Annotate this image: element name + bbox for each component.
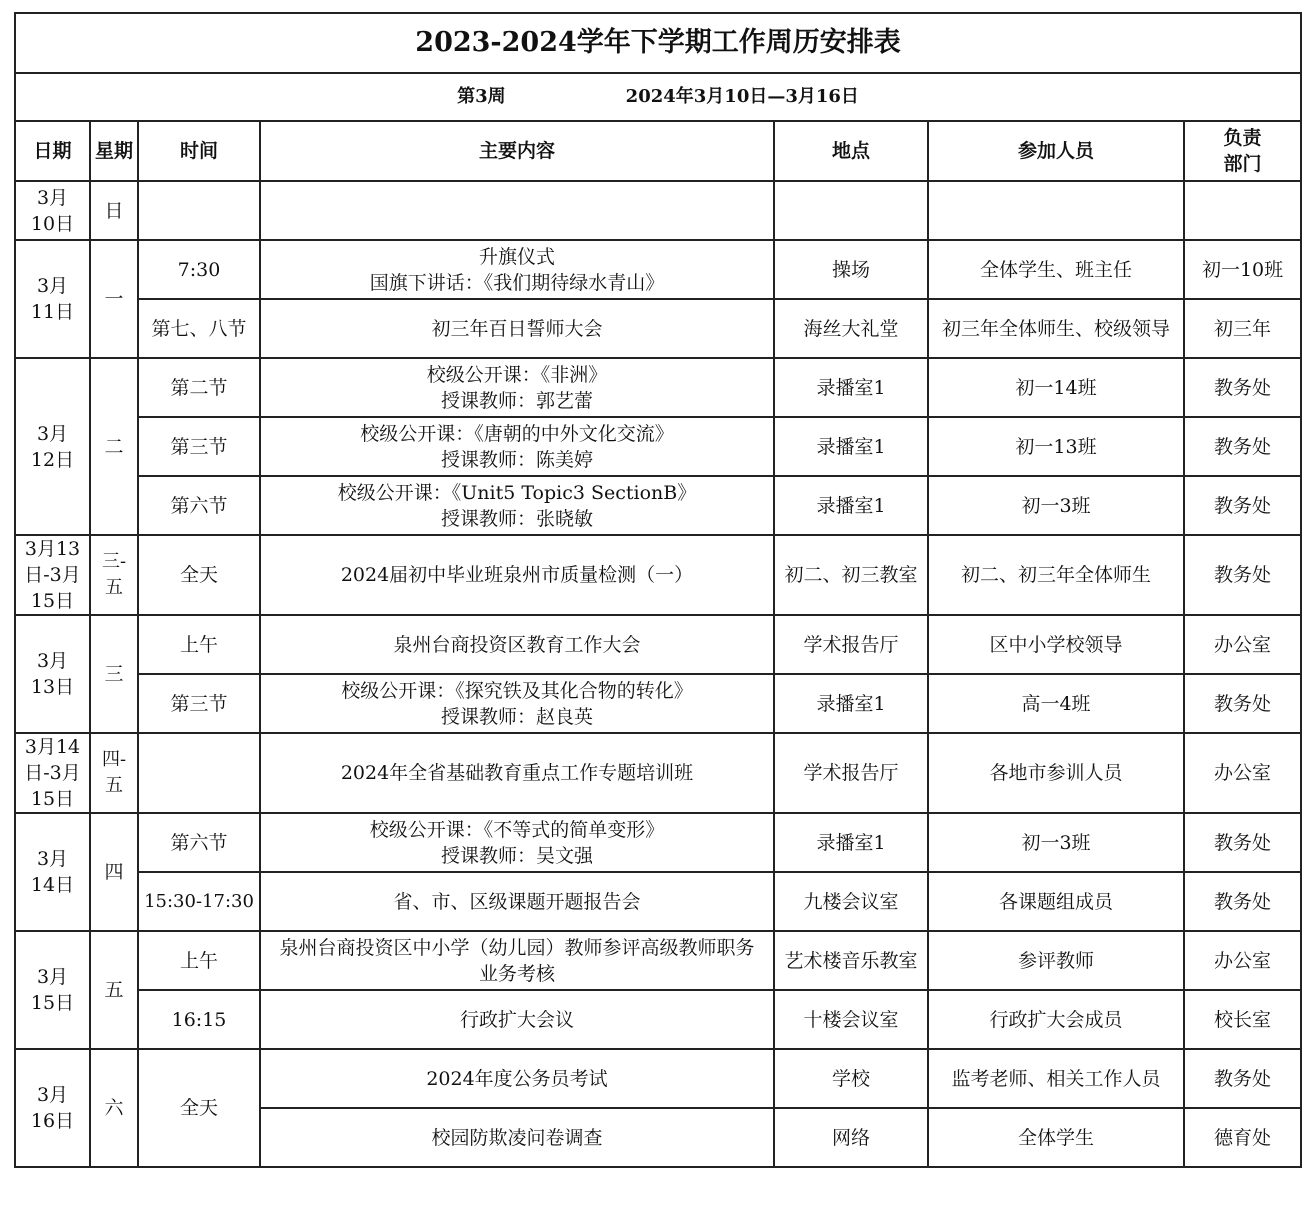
place-cell: 操场	[774, 240, 928, 299]
table-row	[15, 417, 1301, 476]
participants-cell: 全体学生	[928, 1108, 1184, 1167]
dept-cell: 教务处	[1184, 476, 1301, 535]
participants-cell: 初一3班	[928, 813, 1184, 872]
schedule-sheet	[14, 12, 1300, 1168]
date-cell: 3月13 日-3月 15日	[15, 535, 90, 615]
week-subtitle	[15, 73, 1301, 121]
content-cell: 2024年全省基础教育重点工作专题培训班	[260, 733, 774, 813]
participants-cell: 全体学生、班主任	[928, 240, 1184, 299]
header-time: 时间	[138, 121, 260, 181]
place-cell: 网络	[774, 1108, 928, 1167]
date-cell: 3月 11日	[15, 240, 90, 358]
participants-cell: 初二、初三年全体师生	[928, 535, 1184, 615]
time-cell: 16:15	[138, 990, 260, 1049]
content-cell: 泉州台商投资区中小学（幼儿园）教师参评高级教师职务 业务考核	[260, 931, 774, 990]
dept-cell: 校长室	[1184, 990, 1301, 1049]
weekday-cell: 一	[90, 240, 138, 358]
content-cell: 升旗仪式 国旗下讲话：《我们期待绿水青山》	[260, 240, 774, 299]
time-cell	[138, 181, 260, 240]
participants-cell: 高一4班	[928, 674, 1184, 733]
participants-cell: 监考老师、相关工作人员	[928, 1049, 1184, 1108]
dept-cell: 教务处	[1184, 674, 1301, 733]
content-cell: 省、市、区级课题开题报告会	[260, 872, 774, 931]
table-row	[15, 181, 1301, 240]
content-cell: 校级公开课：《唐朝的中外文化交流》 授课教师：陈美婷	[260, 417, 774, 476]
place-cell: 初二、初三教室	[774, 535, 928, 615]
dept-cell: 教务处	[1184, 813, 1301, 872]
dept-cell: 教务处	[1184, 417, 1301, 476]
participants-cell: 各地市参训人员	[928, 733, 1184, 813]
time-cell: 第二节	[138, 358, 260, 417]
date-range: 2024年3月10日—3月16日	[625, 86, 859, 107]
table-row	[15, 990, 1301, 1049]
participants-cell: 行政扩大会成员	[928, 990, 1184, 1049]
place-cell: 录播室1	[774, 813, 928, 872]
content-cell: 泉州台商投资区教育工作大会	[260, 615, 774, 674]
time-cell: 15:30-17:30	[138, 872, 260, 931]
header-participants: 参加人员	[928, 121, 1184, 181]
week-number: 第3周	[457, 86, 506, 107]
place-cell: 九楼会议室	[774, 872, 928, 931]
place-cell: 学术报告厅	[774, 615, 928, 674]
table-row	[15, 674, 1301, 733]
table-row	[15, 931, 1301, 990]
content-cell: 行政扩大会议	[260, 990, 774, 1049]
table-row	[15, 358, 1301, 417]
participants-cell: 初三年全体师生、校级领导	[928, 299, 1184, 358]
date-cell: 3月 12日	[15, 358, 90, 535]
date-cell: 3月 16日	[15, 1049, 90, 1167]
weekday-cell: 三-五	[90, 535, 138, 615]
table-row	[15, 476, 1301, 535]
weekday-cell: 六	[90, 1049, 138, 1167]
table-row	[15, 872, 1301, 931]
dept-cell: 教务处	[1184, 358, 1301, 417]
dept-cell	[1184, 181, 1301, 240]
table-row	[15, 733, 1301, 813]
place-cell: 艺术楼音乐教室	[774, 931, 928, 990]
weekday-cell: 三	[90, 615, 138, 733]
weekday-cell: 五	[90, 931, 138, 1049]
dept-cell: 教务处	[1184, 872, 1301, 931]
content-cell: 校级公开课：《探究铁及其化合物的转化》 授课教师：赵良英	[260, 674, 774, 733]
dept-cell: 初三年	[1184, 299, 1301, 358]
time-cell	[138, 733, 260, 813]
table-row	[15, 813, 1301, 872]
dept-cell: 办公室	[1184, 615, 1301, 674]
header-date: 日期	[15, 121, 90, 181]
place-cell: 学术报告厅	[774, 733, 928, 813]
place-cell: 录播室1	[774, 358, 928, 417]
content-cell: 2024届初中毕业班泉州市质量检测（一）	[260, 535, 774, 615]
dept-cell: 办公室	[1184, 931, 1301, 990]
content-cell: 校级公开课：《非洲》 授课教师：郭艺蕾	[260, 358, 774, 417]
weekday-cell: 日	[90, 181, 138, 240]
content-cell: 校级公开课：《Unit5 Topic3 SectionB》 授课教师：张晓敏	[260, 476, 774, 535]
content-cell: 2024年度公务员考试	[260, 1049, 774, 1108]
content-cell: 校级公开课：《不等式的简单变形》 授课教师：吴文强	[260, 813, 774, 872]
content-cell	[260, 181, 774, 240]
weekday-cell: 四	[90, 813, 138, 931]
date-cell: 3月 15日	[15, 931, 90, 1049]
participants-cell: 初一3班	[928, 476, 1184, 535]
date-cell: 3月 10日	[15, 181, 90, 240]
header-content: 主要内容	[260, 121, 774, 181]
header-weekday: 星期	[90, 121, 138, 181]
participants-cell: 参评教师	[928, 931, 1184, 990]
participants-cell: 各课题组成员	[928, 872, 1184, 931]
table-row	[15, 535, 1301, 615]
participants-cell: 初一14班	[928, 358, 1184, 417]
dept-cell: 初一10班	[1184, 240, 1301, 299]
date-cell: 3月14 日-3月 15日	[15, 733, 90, 813]
place-cell: 十楼会议室	[774, 990, 928, 1049]
dept-cell: 办公室	[1184, 733, 1301, 813]
weekday-cell: 二	[90, 358, 138, 535]
date-cell: 3月 13日	[15, 615, 90, 733]
time-cell: 第三节	[138, 674, 260, 733]
dept-cell: 德育处	[1184, 1108, 1301, 1167]
time-cell: 第七、八节	[138, 299, 260, 358]
content-cell: 初三年百日誓师大会	[260, 299, 774, 358]
table-row	[15, 299, 1301, 358]
participants-cell: 区中小学校领导	[928, 615, 1184, 674]
dept-cell: 教务处	[1184, 535, 1301, 615]
place-cell: 录播室1	[774, 674, 928, 733]
header-place: 地点	[774, 121, 928, 181]
place-cell	[774, 181, 928, 240]
table-row	[15, 240, 1301, 299]
time-cell: 上午	[138, 615, 260, 674]
time-cell: 全天	[138, 535, 260, 615]
place-cell: 海丝大礼堂	[774, 299, 928, 358]
time-cell: 第六节	[138, 476, 260, 535]
place-cell: 学校	[774, 1049, 928, 1108]
time-cell: 第三节	[138, 417, 260, 476]
content-cell: 校园防欺凌问卷调查	[260, 1108, 774, 1167]
participants-cell: 初一13班	[928, 417, 1184, 476]
header-row	[15, 121, 1301, 181]
time-cell: 上午	[138, 931, 260, 990]
header-dept: 负责 部门	[1184, 121, 1301, 181]
participants-cell	[928, 181, 1184, 240]
dept-cell: 教务处	[1184, 1049, 1301, 1108]
schedule-table	[14, 12, 1302, 1168]
table-row	[15, 615, 1301, 674]
place-cell: 录播室1	[774, 476, 928, 535]
time-cell: 第六节	[138, 813, 260, 872]
place-cell: 录播室1	[774, 417, 928, 476]
date-cell: 3月 14日	[15, 813, 90, 931]
page-title: 2023-2024学年下学期工作周历安排表	[15, 13, 1301, 73]
time-cell: 全天	[138, 1049, 260, 1167]
table-row	[15, 1049, 1301, 1108]
weekday-cell: 四-五	[90, 733, 138, 813]
time-cell: 7:30	[138, 240, 260, 299]
